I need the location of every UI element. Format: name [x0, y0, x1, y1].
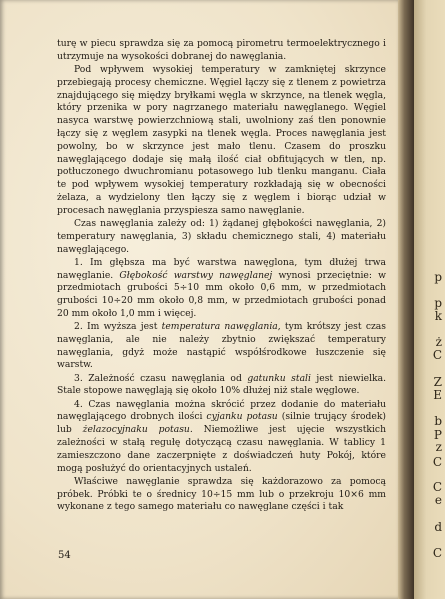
next-page-glyph: E: [433, 388, 442, 402]
text-run: Właściwe nawęglanie sprawdza się każdorazowo za pomocą próbek. Próbki te o średnicy 10÷15 mm lub o przekroju 10×6 mm wykonane z tego samego materiału co nawęglane części i tak: [57, 475, 386, 513]
next-page-glyph: Z: [433, 375, 442, 389]
text-run: 4. Czas nawęglania można skrócić przez dodanie do materiału nawęglającego drobnych ilości: [57, 398, 386, 423]
next-page-glyph: ż: [435, 335, 442, 349]
paragraph-3: [57, 257, 386, 321]
next-page-glyph: C: [432, 546, 442, 560]
page-number: 54: [58, 550, 71, 561]
text-run: Czas nawęglania zależy od: 1) żądanej głębokości nawęglania, 2) temperatury nawęglania, 3) składu chemicznego stali, 4) materiału nawęglającego.: [57, 217, 386, 255]
next-page-glyph: z: [435, 440, 442, 454]
paragraph-7: [57, 476, 386, 514]
body-text: [57, 38, 386, 514]
next-page-glyph: C: [432, 455, 442, 469]
emphasized-term: żelazocyjnaku potasu: [82, 424, 190, 436]
text-run: , tym krótszy jest czas nawęglania, ale nie należy zbytnio zwiększać temperatury nawęglania, gdyż może nastąpić współśrodkowe łuszczenie się warstw.: [57, 321, 386, 371]
paragraph-5: [57, 373, 386, 399]
next-page-glyph: d: [434, 520, 442, 534]
emphasized-term: temperatura nawęglania: [161, 321, 278, 333]
text-run: turę w piecu sprawdza się za pomocą pirometru termoelektrycznego i utrzymuje na wysokości dobranej do nawęglania.: [57, 38, 386, 62]
paragraph-6: [57, 399, 386, 476]
next-page-glyph: k: [434, 309, 442, 323]
next-page-glyph: p: [434, 270, 442, 284]
text-run: wynosi przeciętnie: w przedmiotach grubości 5÷10 mm około 0,6 mm, w przedmiotach grubości 10÷20 mm około 0,8 mm, w przedmiotach grubości ponad 20 mm około 1,0 mm i więcej.: [57, 269, 386, 319]
text-run: 2. Im wyższa jest: [74, 321, 162, 333]
text-run: (silnie trujący środek) lub: [57, 411, 386, 436]
paragraph-0: [57, 38, 386, 64]
next-page-glyph: e: [434, 493, 442, 507]
next-page-edge: [414, 0, 445, 599]
next-page-glyph: p: [434, 296, 442, 310]
paragraph-1: [57, 64, 386, 218]
text-run: jest niewielka. Stale stopowe nawęglają się około 10% dłużej niż stale węglowe.: [57, 372, 386, 397]
next-page-glyph: P: [433, 428, 442, 442]
text-run: 3. Zależność czasu nawęglania od: [74, 372, 248, 384]
next-page-glyph: b: [434, 414, 442, 428]
emphasized-term: Głębokość warstwy nawęglanej: [119, 269, 273, 281]
paragraph-4: [57, 321, 386, 372]
emphasized-term: gatunku stali: [247, 372, 311, 384]
text-run: . Niemożliwe jest ujęcie wszystkich zależności w stałą regułę dotyczącą czasu nawęglania. W tablicy 1 zamieszczono dane zaczerpnięte z doświadczeń huty Pokój, które mogą posłużyć do orientacyjnych ustaleń.: [57, 424, 386, 474]
text-run: Pod wpływem wysokiej temperatury w zamkniętej skrzynce przebiegają procesy chemiczne. Węgiel łączy się z tlenem z powietrza znajdującego się między bryłkami węgla w skrzynce, na tlenek węgla, który przenika w pory nagrzanego materiału nawęglanego. Węgiel nasyca warstwę powierzchniową stali, uwolniony zaś tlen ponownie łączy się z węglem zasypki na tlenek węgla. Proces nawęglania jest powolny, bo w skrzynce jest mało tlenu. Czasem do proszku nawęglającego dodaje się małą ilość ciał obfitujących w tlen, np. potłuczonego dwuchromianu potasowego lub tlenku manganu. Ciała te pod wpływem wysokiej temperatury rozkładają się w obecności żelaza, a wydzielony tlen łączy się z węglem i biorąc udział w procesach nawęglania przyspiesza samo nawęglanie.: [57, 63, 386, 216]
next-page-glyph: C: [432, 480, 442, 494]
next-page-glyph: C: [432, 348, 442, 362]
emphasized-term: cyjanku potasu: [206, 411, 278, 423]
paragraph-2: [57, 218, 386, 256]
text-run: 1. Im głębsza ma być warstwa nawęglona, tym dłużej trwa nawęglanie.: [57, 256, 386, 281]
book-gutter: [398, 0, 414, 599]
